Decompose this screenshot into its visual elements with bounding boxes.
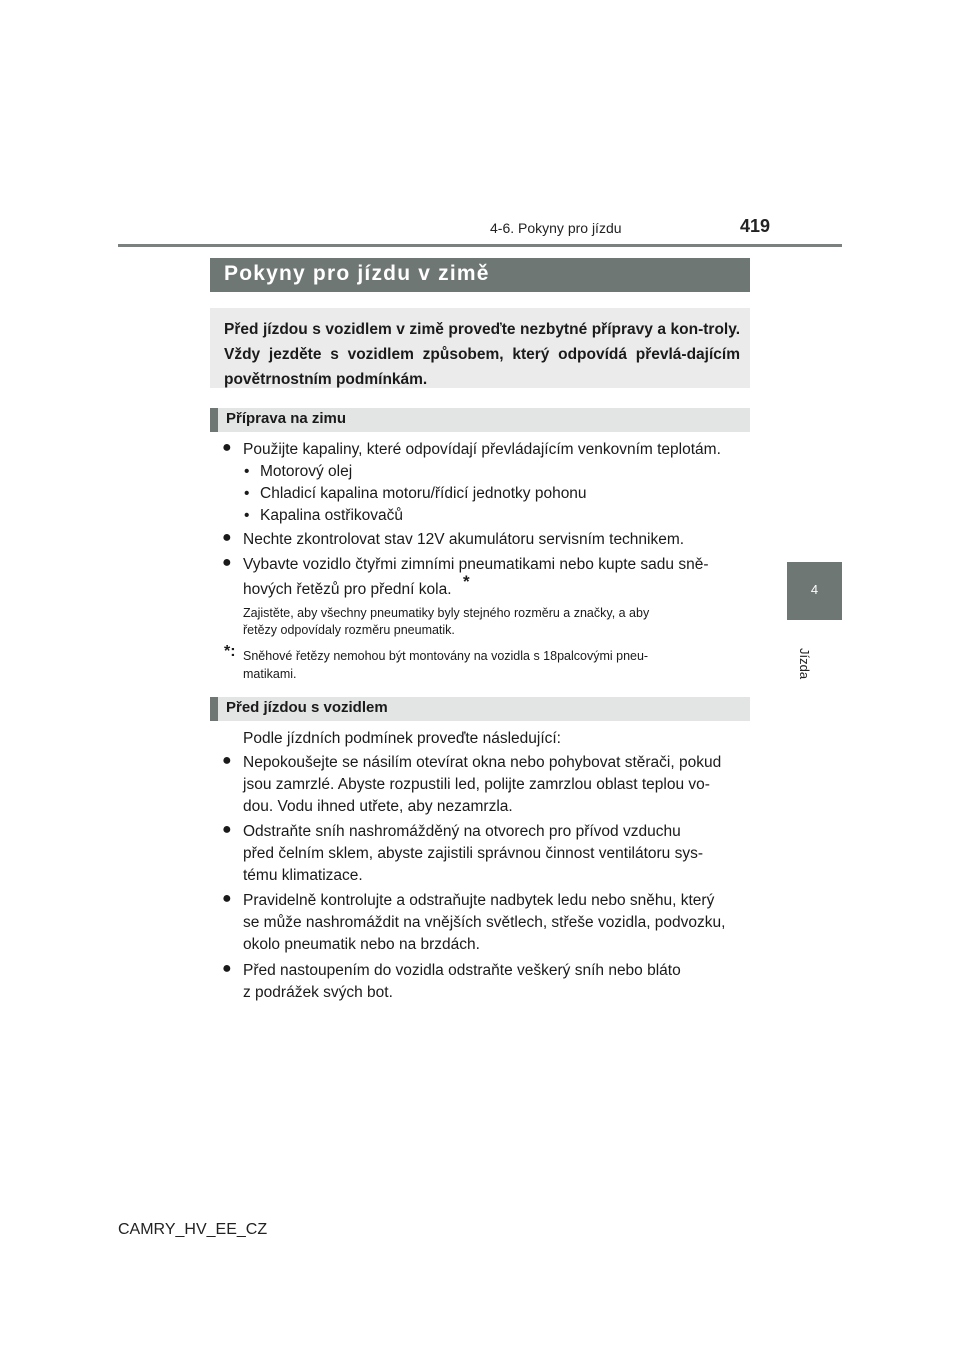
subsection-marker [210,697,218,721]
list-item: Nechte zkontrolovat stav 12V akumulátoru servisním technikem. [243,531,685,548]
bullet-icon: ● [222,821,232,838]
intro-text: Před jízdou s vozidlem v zimě proveďte nezbytné přípravy a kon-troly. Vždy jezděte s vozidlem způsobem, který odpovídá převlá-dajícím povětrnostním podmínkám. [224,321,740,388]
chapter-label: Jízda [797,648,812,680]
bullet-icon: ● [222,439,232,456]
bullet-icon: ● [222,890,232,907]
sub-bullet-icon: • [244,463,250,480]
note-text: Zajistěte, aby všechny pneumatiky byly stejného rozměru a značky, a aby [243,606,650,620]
footnote-text: matikami. [243,667,297,681]
lead-text: Podle jízdních podmínek proveďte následující: [243,730,561,747]
asterisk-mark: * [463,572,470,591]
list-item: Vybavte vozidlo čtyřmi zimními pneumatikami nebo kupte sadu sně- [243,556,709,573]
document-code: CAMRY_HV_EE_CZ [118,1221,268,1238]
section-title: 4-6. Pokyny pro jízdu [490,220,622,236]
bullet-icon: ● [222,960,232,977]
sub-list-item: Chladicí kapalina motoru/řídicí jednotky pohonu [260,485,587,502]
bullet-icon: ● [222,752,232,769]
list-item-continuation: dou. Vodu ihned utřete, aby nezamrzla. [243,798,513,815]
sub-list-item: Motorový olej [260,463,353,480]
intro-box [210,308,750,388]
list-item-continuation: jsou zamrzlé. Abyste rozpustili led, polijte zamrzlou oblast teplou vo- [243,776,710,793]
list-item: Pravidelně kontrolujte a odstraňujte nadbytek ledu nebo sněhu, který [243,892,715,909]
subsection-marker [210,408,218,432]
list-item: Nepokoušejte se násilím otevírat okna nebo pohybovat stěrači, pokud [243,754,722,771]
list-item-continuation: hových řetězů pro přední kola. [243,581,452,598]
sub-bullet-icon: • [244,485,250,502]
page-heading: Pokyny pro jízdu v zimě [224,262,490,285]
sub-bullet-icon: • [244,507,250,524]
list-item: Použijte kapaliny, které odpovídají převládajícím venkovním teplotám. [243,441,721,458]
subsection-title: Před jízdou s vozidlem [226,699,388,716]
subsection-header-before-driving [210,697,750,721]
page-number: 419 [740,216,771,236]
list-item-continuation: okolo pneumatik nebo na brzdách. [243,936,480,953]
list-item-continuation: z podrážek svých bot. [243,984,393,1001]
list-item: Odstraňte sníh nashromážděný na otvorech pro přívod vzduchu [243,823,681,840]
sub-list-item: Kapalina ostřikovačů [260,507,404,524]
chapter-tab[interactable] [787,562,842,620]
subsection-header-winter-prep [210,408,750,432]
footnote-text: Sněhové řetězy nemohou být montovány na vozidla s 18palcovými pneu- [243,649,649,663]
list-item-continuation: tému klimatizace. [243,867,363,884]
bullet-icon: ● [222,554,232,571]
chapter-number: 4 [810,582,819,597]
note-text: řetězy odpovídaly rozměru pneumatik. [243,623,455,637]
bullet-icon: ● [222,529,232,546]
list-item: Před nastoupením do vozidla odstraňte veškerý sníh nebo bláto [243,962,681,979]
list-item-continuation: se může nashromáždit na vnějších světlech, střeše vozidla, podvozku, [243,914,726,931]
footnote-mark: *: [224,643,236,660]
header-rule [118,244,842,247]
page-heading-bar [210,258,750,292]
list-item-continuation: před čelním sklem, abyste zajistili správnou činnost ventilátoru sys- [243,845,704,862]
subsection-title: Příprava na zimu [226,410,347,427]
